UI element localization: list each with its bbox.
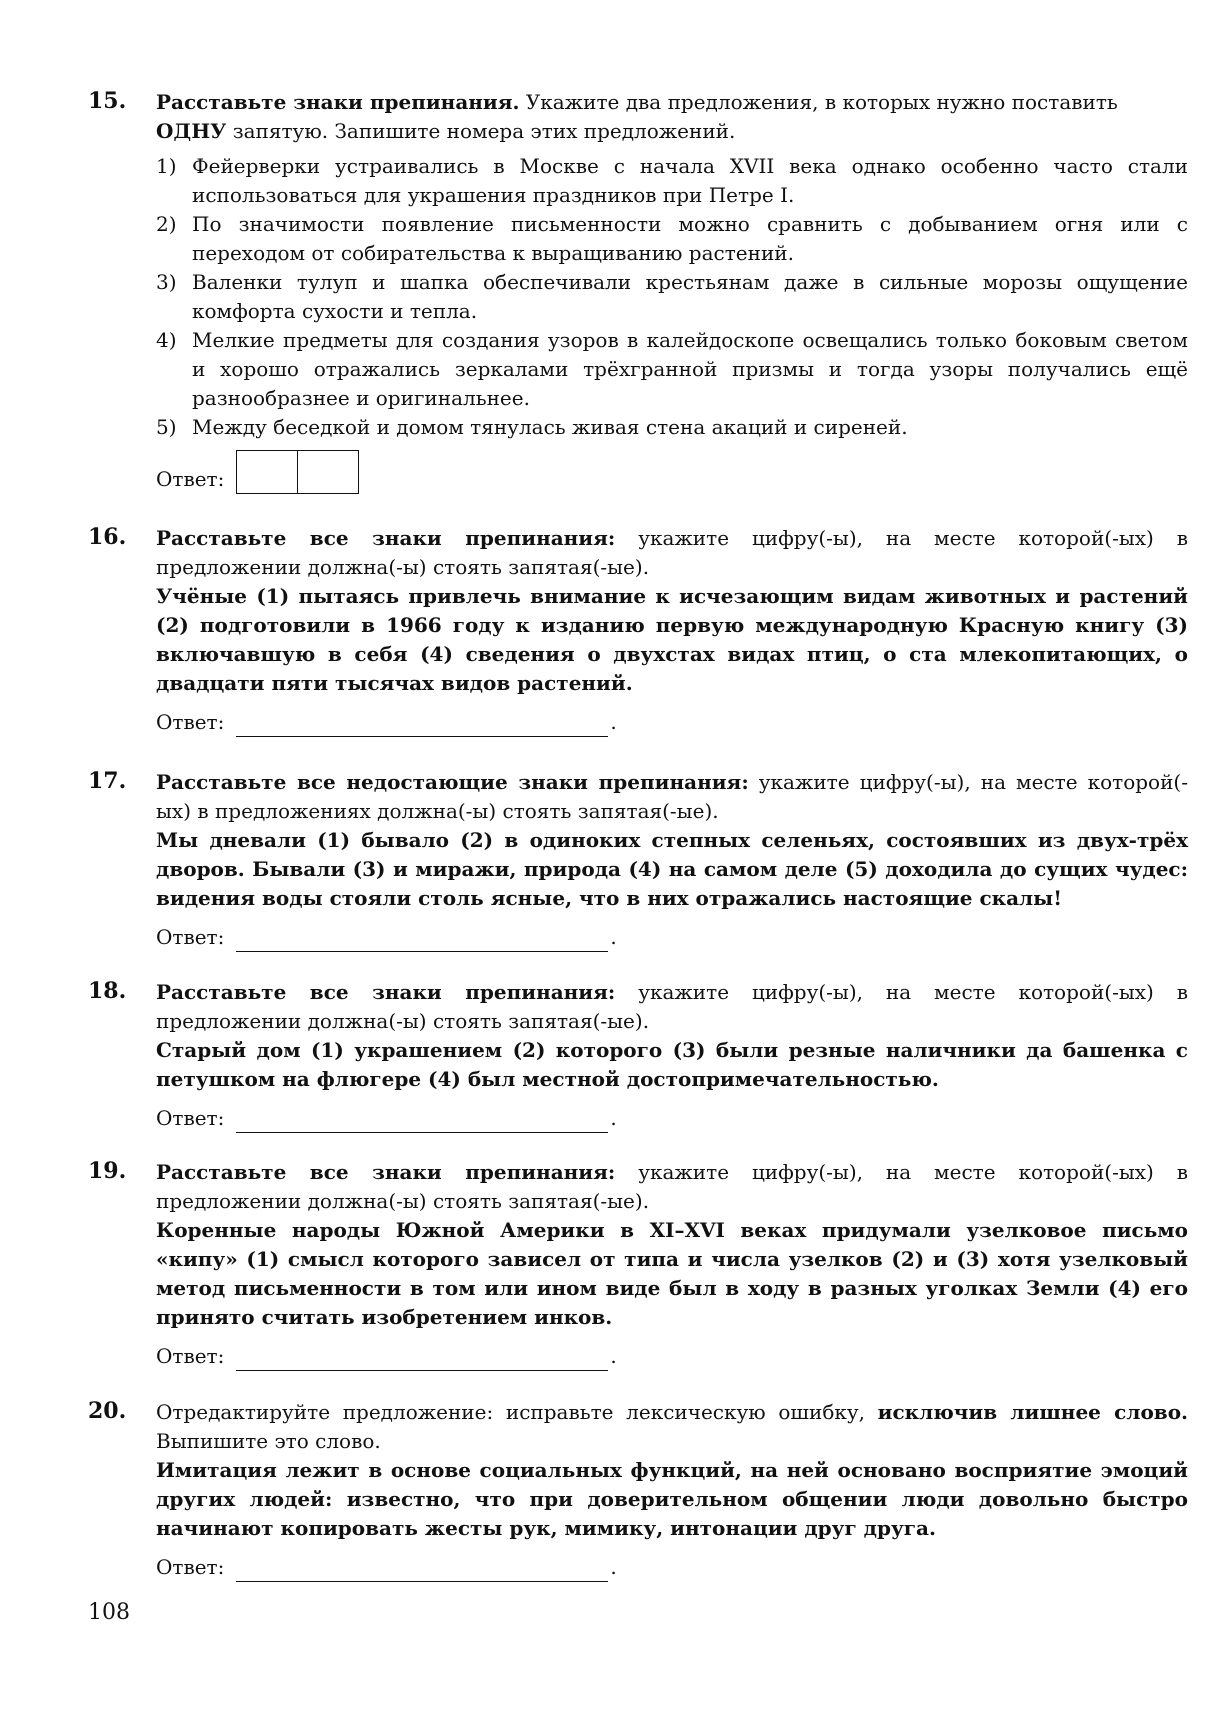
task-19 — [88, 1158, 1188, 1371]
task-20 — [88, 1398, 1188, 1582]
answer-box[interactable] — [298, 450, 359, 494]
answer-line[interactable] — [236, 1346, 608, 1371]
task-sentence: Имитация лежит в основе социальных функций, на ней основано восприятие эмоций других людей: известно, что при доверительном общении люди довольно быстро начинают копировать жесты рук, мимику, интонации друг друга. — [156, 1458, 1188, 1540]
task-sentence: Коренные народы Южной Америки в XI–XVI веках придумали узелковое письмо «кипу» (1) смысл которого зависел от типа и числа узелков (2) и (3) хотя узелковый метод письменности в том или ином виде был в ходу в разных уголках Земли (4) его принято считать изобретением инков. — [156, 1218, 1188, 1329]
task-16 — [88, 524, 1188, 737]
task-sentence: Учёные (1) пытаясь привлечь внимание к исчезающим видам животных и растений (2) подготовили в 1966 году к изданию первую международную Красную книгу (3) включавшую в себя (4) сведения о двухстах видах птиц, о ста млекопитающих, о двадцати пяти тысячах видов растений. — [156, 584, 1188, 695]
task-15 — [88, 88, 1188, 494]
task-prompt: Расставьте все знаки препинания: укажите цифру(-ы), на месте которой(-ых) в предложении должна(-ы) стоять запятая(-ые). — [156, 1160, 1188, 1213]
list-item: 2) По значимости появление письменности можно сравнить с добыванием огня или с переходом от собирательства к выращиванию растений. — [156, 212, 1188, 265]
answer-label: Ответ: — [156, 1106, 225, 1130]
answer-label: Ответ: — [156, 1555, 225, 1579]
task-number: 17. — [88, 768, 127, 794]
task-number: 16. — [88, 524, 127, 550]
answer-box[interactable] — [236, 450, 298, 494]
task-17 — [88, 768, 1188, 952]
sentence-list — [156, 152, 1188, 442]
task-prompt: Расставьте все недостающие знаки препинания: укажите цифру(-ы), на месте которой(-ых) в предложениях должна(-ы) стоять запятая(-ые). — [156, 770, 1188, 823]
answer-row — [156, 450, 1188, 494]
task-number: 18. — [88, 978, 127, 1004]
answer-label: Ответ: — [156, 467, 225, 491]
answer-line[interactable] — [236, 712, 608, 737]
answer-line[interactable] — [236, 927, 608, 952]
task-prompt: Расставьте знаки препинания. Укажите два предложения, в которых нужно поставить ОДНУ запятую. Запишите номера этих предложений. — [156, 90, 1118, 143]
answer-row: Ответ: . — [156, 708, 1188, 737]
task-sentence: Мы дневали (1) бывало (2) в одиноких степных селеньях, состоявших из двух-трёх дворов. Бывали (3) и миражи, природа (4) на самом деле (5) доходила до сущих чудес: видения воды стояли столь ясные, что в них отражались настоящие скалы! — [156, 828, 1188, 910]
task-prompt: Расставьте все знаки препинания: укажите цифру(-ы), на месте которой(-ых) в предложении должна(-ы) стоять запятая(-ые). — [156, 980, 1188, 1033]
list-item: 5) Между беседкой и домом тянулась живая стена акаций и сиреней. — [156, 415, 908, 439]
task-sentence: Старый дом (1) украшением (2) которого (3) были резные наличники да башенка с петушком на флюгере (4) был местной достопримечательностью. — [156, 1038, 1188, 1091]
task-18 — [88, 978, 1188, 1133]
task-number: 15. — [88, 88, 127, 114]
task-prompt: Расставьте все знаки препинания: укажите цифру(-ы), на месте которой(-ых) в предложении должна(-ы) стоять запятая(-ые). — [156, 526, 1188, 579]
answer-label: Ответ: — [156, 1344, 225, 1368]
answer-row: Ответ: . — [156, 923, 1188, 952]
answer-label: Ответ: — [156, 925, 225, 949]
answer-boxes[interactable] — [236, 450, 359, 494]
task-prompt: Отредактируйте предложение: исправьте лексическую ошибку, исключив лишнее слово. Выпишите это слово. — [156, 1400, 1188, 1453]
list-item: 3) Валенки тулуп и шапка обеспечивали крестьянам даже в сильные морозы ощущение комфорта сухости и тепла. — [156, 270, 1188, 323]
answer-line[interactable] — [236, 1108, 608, 1133]
page-number: 108 — [88, 1600, 130, 1625]
answer-line[interactable] — [236, 1557, 608, 1582]
list-item: 4) Мелкие предметы для создания узоров в калейдоскопе освещались только боковым светом и хорошо отражались зеркалами трёхгранной призмы и тогда узоры получались ещё разнообразнее и оригинальнее. — [156, 328, 1188, 410]
answer-row: Ответ: . — [156, 1342, 1188, 1371]
task-number: 19. — [88, 1158, 127, 1184]
list-item: 1) Фейерверки устраивались в Москве с начала XVII века однако особенно часто стали использоваться для украшения праздников при Петре I. — [156, 154, 1188, 207]
answer-label: Ответ: — [156, 710, 225, 734]
task-number: 20. — [88, 1398, 127, 1424]
answer-row: Ответ: . — [156, 1553, 1188, 1582]
answer-row: Ответ: . — [156, 1104, 1188, 1133]
